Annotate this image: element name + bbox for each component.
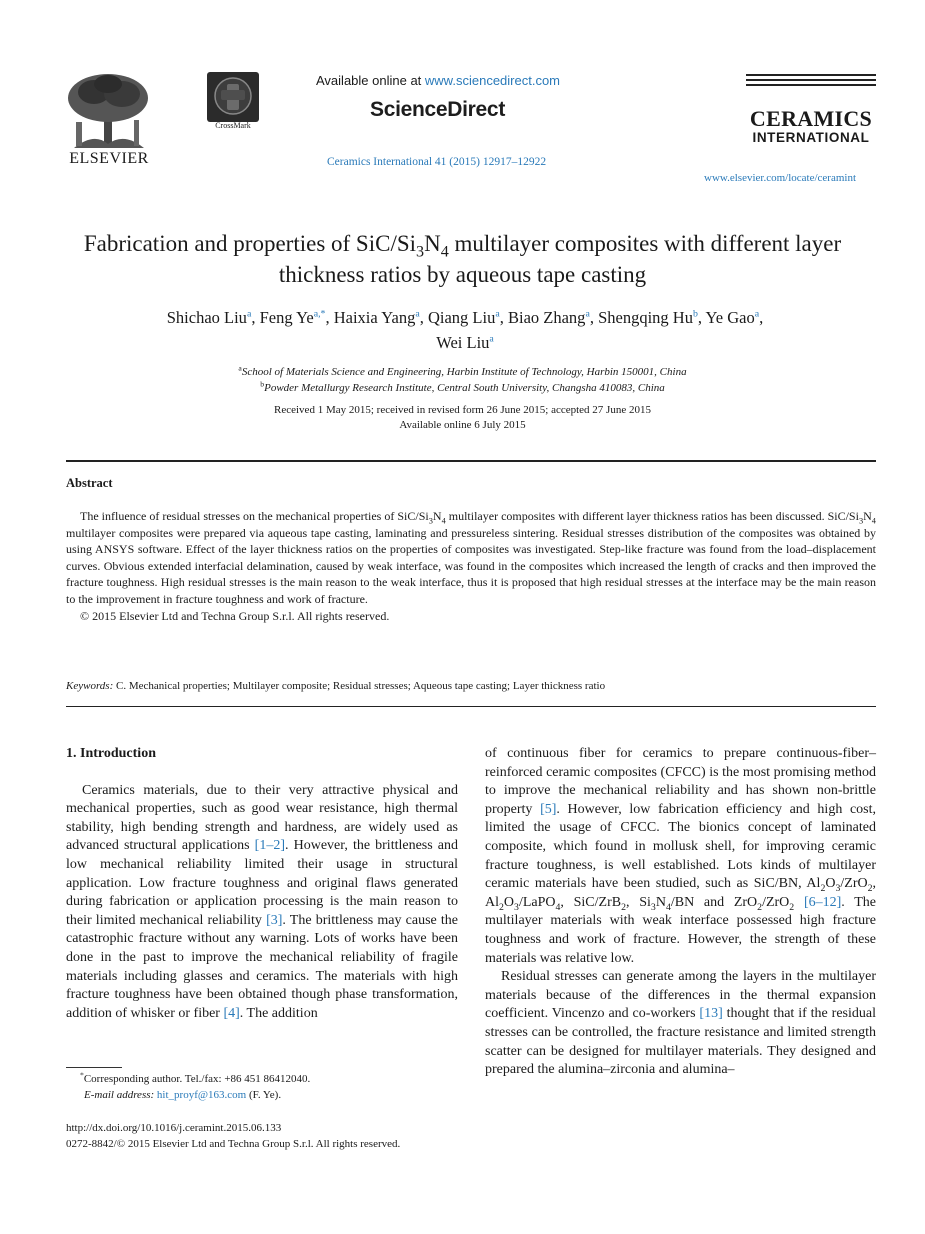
author-name: Ye Gao xyxy=(705,308,755,327)
chem-sub: 2 xyxy=(757,901,763,913)
available-online-text: Available online at xyxy=(316,73,425,88)
author: Haixia Yang$^a$, xyxy=(333,308,428,327)
footnote-line-1 xyxy=(66,1071,458,1087)
chem-sub: 2 xyxy=(621,901,626,913)
author-affiliation-mark[interactable]: a xyxy=(246,308,252,320)
body-column-right xyxy=(485,745,876,1080)
author-affiliation-mark[interactable]: a xyxy=(489,333,494,345)
abstract-copyright: © 2015 Elsevier Ltd and Techna Group S.r.l. All rights reserved. xyxy=(80,608,390,623)
author-name: Biao Zhang xyxy=(507,308,586,327)
body-text: . The brittleness may cause the catastrophic fracture without any warning. Lots of works have been done in the past to improve the mechanical reliability of fragile materials including glasses and ceramics. The materials with high fracture toughness have been obtained though phase transformation, addition of whisker or fiber xyxy=(66,912,458,1021)
journal-brand xyxy=(746,74,876,146)
abstract-sub: 3 xyxy=(428,516,433,526)
article-dates xyxy=(60,403,865,433)
citation-link[interactable]: [6–12] xyxy=(803,894,842,910)
doi-link[interactable]: http://dx.doi.org/10.1016/j.ceramint.2015.06.133 xyxy=(66,1122,282,1134)
body-text: /LaPO xyxy=(518,894,556,910)
footnote-line-2 xyxy=(66,1087,458,1103)
author-name: Wei Liu xyxy=(436,333,490,352)
section-heading-introduction: 1. Introduction xyxy=(66,746,156,761)
email-label: E-mail address: xyxy=(84,1089,157,1101)
crossmark-label: CrossMark xyxy=(215,121,251,130)
chem-sub: 2 xyxy=(789,901,795,913)
citation-link[interactable]: [4] xyxy=(223,1005,240,1021)
chem-sub: 3 xyxy=(835,882,841,894)
abstract-text-g: N xyxy=(863,509,872,523)
body-text: of continuous fiber for ceramics to prepare continuous-fiber–reinforced ceramic composites (CFCC) is the most promising method to improve the mechanical reliability and has shown non-brittle property xyxy=(485,746,876,817)
author-affiliation-mark[interactable]: a xyxy=(585,308,590,320)
chem-sub: 4 xyxy=(555,901,561,913)
body-text: /ZrO xyxy=(840,876,868,892)
abstract-sub: 3 xyxy=(858,516,864,526)
affiliation-mark: b xyxy=(260,379,265,389)
doi-block xyxy=(66,1120,486,1152)
corresponding-author-footnote xyxy=(66,1071,458,1103)
author-name: Shengqing Hu xyxy=(598,308,693,327)
chem-sub: 2 xyxy=(499,901,504,913)
abstract-text-c: N xyxy=(432,509,442,523)
journal-citation-link[interactable]: Ceramics International 41 (2015) 12917–12922 xyxy=(327,156,547,168)
body-text: O xyxy=(503,894,515,910)
title-sub-2: 4 xyxy=(440,243,449,261)
affiliation-mark: a xyxy=(238,363,242,373)
citation-link[interactable]: [5] xyxy=(540,801,557,817)
sciencedirect-wordmark: ScienceDirect xyxy=(370,98,506,121)
brand-rule-1 xyxy=(746,74,876,76)
author-affiliation-mark[interactable]: a xyxy=(754,308,760,320)
chem-sub: 4 xyxy=(665,901,671,913)
body-column-left xyxy=(66,745,458,1023)
footnote-mark: * xyxy=(80,1070,84,1080)
article-title xyxy=(50,228,875,290)
body-text: O xyxy=(825,876,836,892)
chem-sub: 2 xyxy=(867,882,873,894)
author-name: Feng Ye xyxy=(259,308,314,327)
body-text: Ceramics materials, due to their very attractive physical and mechanical properties, such as good wear resistance, high thermal stability, high bending strength and hardness, are widely used as advanced structural applications xyxy=(66,782,458,854)
author-list xyxy=(70,305,860,355)
body-text: , Al xyxy=(485,876,876,910)
body-text xyxy=(794,895,804,910)
abstract-bottom-rule xyxy=(66,706,876,707)
body-text: . The multilayer materials with weak interface possessed high fracture toughness and work of fracture. However, the strength of these materials was relative low. xyxy=(485,894,876,966)
citation-link[interactable]: [1–2] xyxy=(254,838,285,854)
body-text: . However, the brittleness and low mechanical reliability limited their usage in structural application. Low fracture toughness and original flaws generated during fabrication or application processing is the main reason to their limited mechanical reliability xyxy=(66,838,458,928)
author: Biao Zhang$^a$, xyxy=(507,308,599,327)
available-online-line xyxy=(316,73,560,88)
abstract-body xyxy=(66,508,876,624)
journal-name-line1: CERAMICS xyxy=(749,106,873,131)
author: Shengqing Hu$^b$, xyxy=(598,308,706,327)
title-text-3: multilayer composites with different layer thickness ratios by aqueous tape casting xyxy=(278,231,842,287)
journal-name-line2: INTERNATIONAL xyxy=(752,130,870,145)
abstract-paragraph xyxy=(66,508,876,608)
body-text: , Si xyxy=(626,894,651,910)
keywords xyxy=(66,680,605,692)
title-sub-1: 3 xyxy=(416,243,425,261)
title-text-1: Fabrication and properties of SiC/Si xyxy=(83,231,417,256)
title-text-2: N xyxy=(424,231,441,256)
email-suffix: (F. Ye). xyxy=(246,1089,282,1101)
abstract-text-e: multilayer composites with different layer thickness ratios has been discussed. SiC/Si xyxy=(445,509,859,523)
affiliation-text: Powder Metallurgy Research Institute, Central South University, Changsha 410083, China xyxy=(264,382,665,394)
author-affiliation-mark[interactable]: a xyxy=(495,308,500,320)
journal-homepage-link[interactable]: www.elsevier.com/locate/ceramint xyxy=(704,172,857,184)
body-text: . However, low fabrication efficiency and high cost, limited the usage of CFCC. The bionics concept of laminated composite, which found in mollusk shell, for improving ceramic fracture toughness, is well established. Lots kinds of multilayer ceramic materials have been studied, such as SiC/BN, Al xyxy=(485,801,876,892)
issn-copyright: 0272-8842/© 2015 Elsevier Ltd and Techna Group S.r.l. All rights reserved. xyxy=(66,1138,401,1150)
body-text: /ZrO xyxy=(762,894,790,910)
author: Ye Gao$^a$, xyxy=(705,308,764,327)
author-name: Haixia Yang xyxy=(333,308,416,327)
chem-sub: 3 xyxy=(514,901,519,913)
keywords-label: Keywords: xyxy=(66,680,114,692)
footnote-contact: Corresponding author. Tel./fax: +86 451 86412040. xyxy=(83,1073,311,1085)
abstract-heading: Abstract xyxy=(66,476,113,490)
abstract-text-a: The influence of residual stresses on the mechanical properties of SiC/Si xyxy=(80,509,429,523)
citation-link[interactable]: [13] xyxy=(699,1006,723,1022)
author-name: Shichao Liu xyxy=(166,308,247,327)
author-name: Qiang Liu xyxy=(427,308,496,327)
author: Shichao Liu$^a$, xyxy=(166,308,260,327)
publisher-name: ELSEVIER xyxy=(69,150,149,167)
author xyxy=(436,333,494,352)
author-affiliation-mark[interactable]: a xyxy=(415,308,420,320)
author: Qiang Liu$^a$, xyxy=(427,308,508,327)
chem-sub: 2 xyxy=(820,882,826,894)
affiliation-b xyxy=(60,380,865,396)
brand-rule-2 xyxy=(746,79,876,81)
email-link[interactable]: hit_proyf@163.com xyxy=(156,1089,247,1101)
received-dates: Received 1 May 2015; received in revised form 26 June 2015; accepted 27 June 2015 xyxy=(274,404,651,416)
sciencedirect-link[interactable]: www.sciencedirect.com xyxy=(424,73,561,88)
body-text: N xyxy=(655,894,666,910)
author-affiliation-mark[interactable]: b xyxy=(692,308,698,320)
body-text: . The addition xyxy=(239,1005,318,1021)
abstract-top-rule xyxy=(66,460,876,462)
abstract-sub: 4 xyxy=(871,516,876,526)
body-text: /BN and ZrO xyxy=(670,894,758,910)
author-affiliation-mark[interactable]: a,* xyxy=(313,308,326,320)
footnote-rule xyxy=(66,1067,122,1068)
keywords-text: C. Mechanical properties; Multilayer composite; Residual stresses; Aqueous tape casting; Layer thickness ratio xyxy=(113,680,606,692)
affiliations xyxy=(60,364,865,396)
intro-paragraph-2 xyxy=(485,968,876,1080)
body-text: , SiC/ZrB xyxy=(560,894,622,910)
chem-sub: 3 xyxy=(650,901,656,913)
body-text: thought that if the residual stresses can be controlled, the fracture resistance and limited strength scatter can be designed for multilayer materials. They designed and prepared the alumina–zirconia and alumina– xyxy=(485,1006,876,1078)
available-online-date: Available online 6 July 2015 xyxy=(399,419,526,431)
intro-paragraph-1-cont xyxy=(485,745,876,968)
citation-link[interactable]: [3] xyxy=(266,912,283,928)
abstract-sub: 4 xyxy=(441,516,446,526)
body-text: Residual stresses can generate among the layers in the multilayer materials because of the differences in the thermal expansion coefficient. Vincenzo and co-workers xyxy=(485,969,876,1022)
intro-paragraph-1 xyxy=(66,782,458,1024)
affiliation-a xyxy=(60,364,865,380)
author: Feng $Ye^{a,*}$, xyxy=(259,308,334,327)
abstract-text-i: multilayer composites were prepared via aqueous tape casting, laminating and pressureless sintering. Residual stresses distribution of the composites was obtained by using ANSYS software. Effect of the layer thickness ratios on the properties of composites was investigated. Step-like fracture was found from the load–displacement curves. Obvious extended interfacial delamination, caused by weak interface, was found in the composites which increased the length of cracks and then improved the fracture toughness. High residual stresses is the main reason to the weak interface, thus it is proposed that high residual stresses at the interface may be the main reason to the improvement in fracture toughness and work of fracture. xyxy=(66,525,876,606)
brand-rule-3 xyxy=(746,84,876,86)
affiliation-text: School of Materials Science and Engineering, Harbin Institute of Technology, Harbin 150001, China xyxy=(241,366,687,378)
